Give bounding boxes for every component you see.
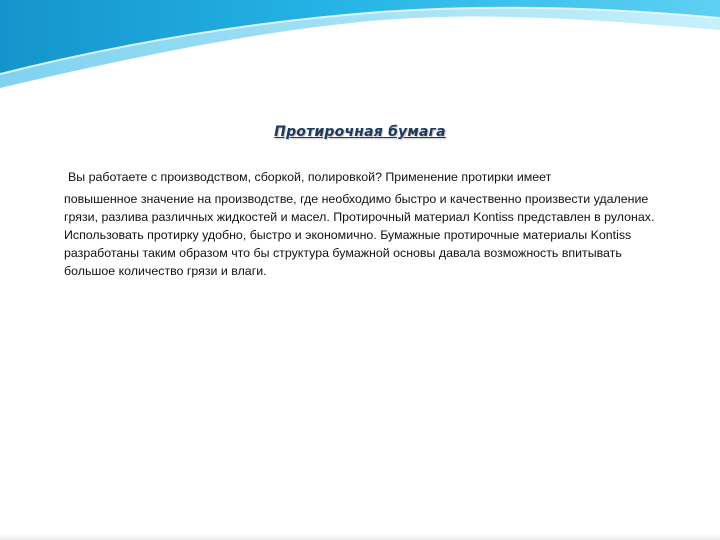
slide-bottom-shadow — [0, 534, 720, 540]
slide-title: Протирочная бумага — [274, 124, 446, 140]
header-wave-decoration — [0, 0, 720, 120]
slide-body — [64, 168, 664, 280]
body-paragraph-first-line: Вы работаете с производством, сборкой, полировкой? Применение протирки имеет — [68, 170, 552, 184]
body-paragraph-rest: повышенное значение на производстве, где необходимо быстро и качественно произвести удаление грязи, разлива различных жидкостей и масел. Протирочный материал Kontiss представлен в рулонах. Использовать протирку удобно, быстро и экономично. Бумажные протирочные материалы Kontiss разработаны таким образом что бы структура бумажной основы давала возможность впитывать большое количество грязи и влаги. — [64, 192, 655, 278]
